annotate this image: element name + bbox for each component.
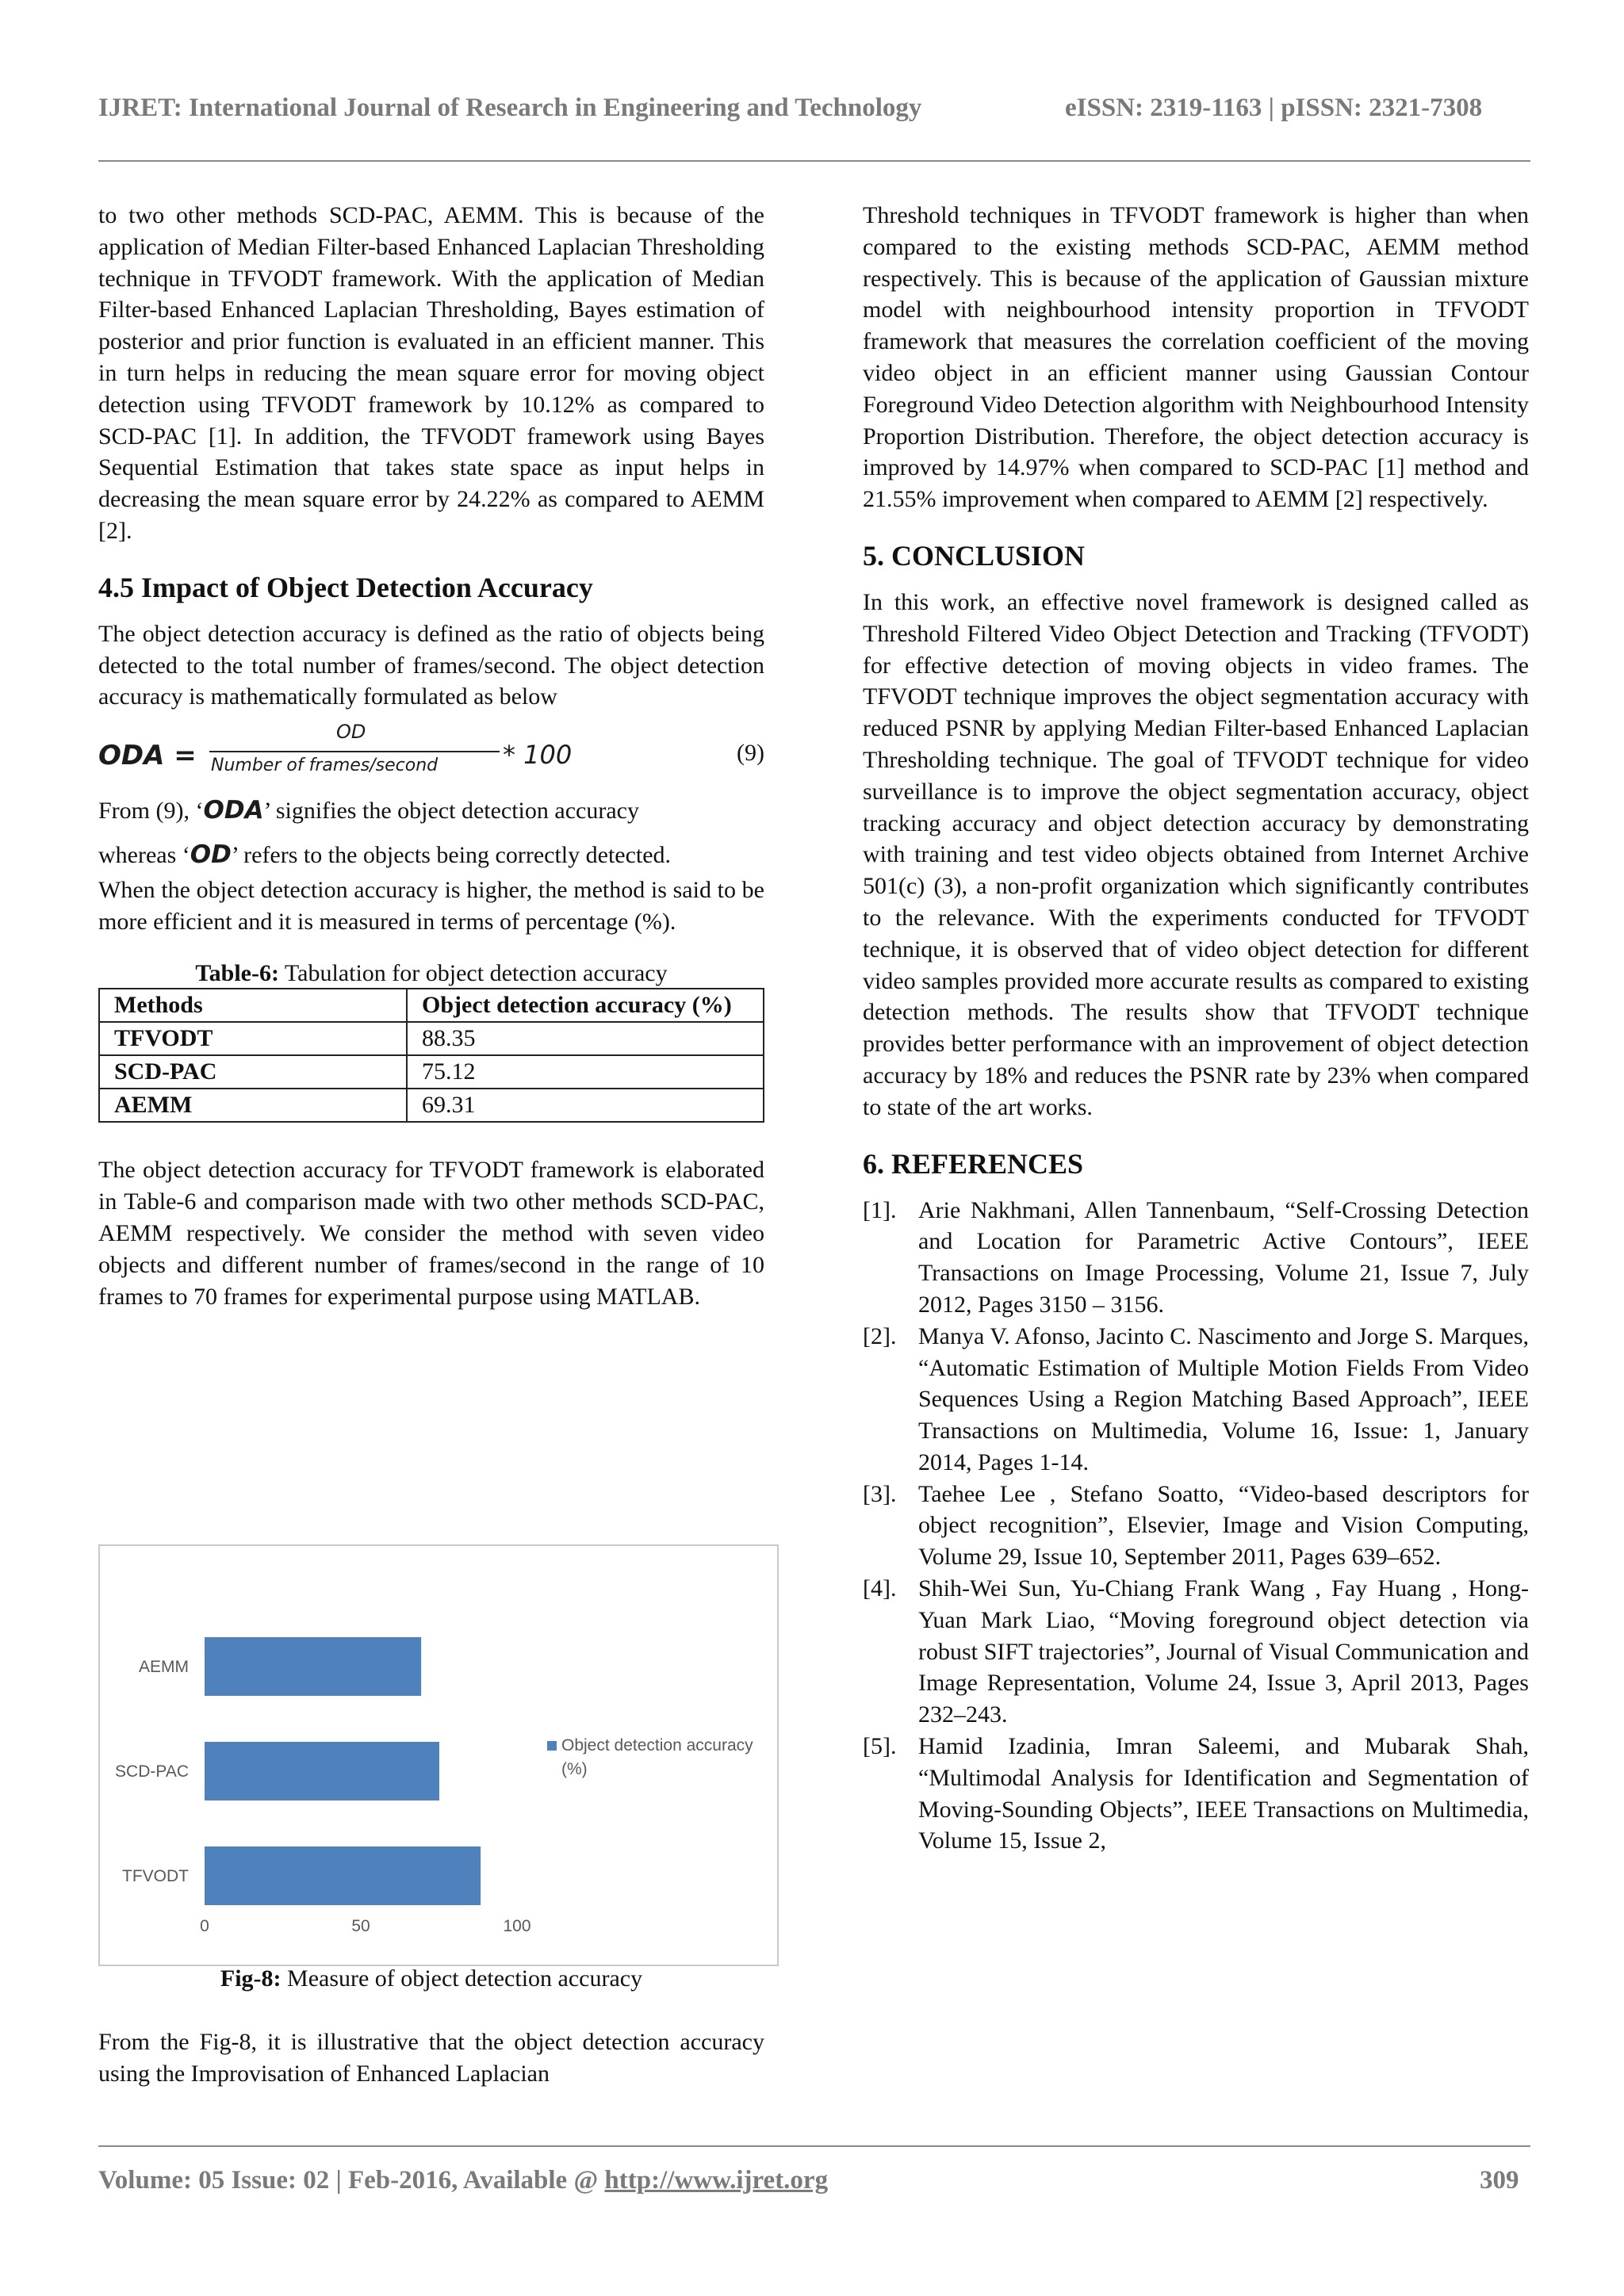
- table-cell-value: 75.12: [407, 1055, 764, 1089]
- table-row: [99, 1089, 764, 1122]
- table-cell-value: 69.31: [407, 1089, 764, 1122]
- reference-number: [4].: [863, 1575, 897, 1602]
- reference-text: Arie Nakhmani, Allen Tannenbaum, “Self-Crossing Detection and Location for Parametric Active Contours”, IEEE Transactions on Image Processing, Volume 21, Issue 7, July 2012, Pages 3150 – 3156.: [918, 1196, 1529, 1318]
- reference-item: [863, 1573, 1529, 1731]
- x-tick-label: 100: [503, 1917, 531, 1935]
- conclusion-paragraph: In this work, an effective novel framework is designed called as Threshold Filtered Video Object Detection and Tracking (TFVODT) for effective detection of moving objects in video frames. The TFVODT technique improves the object segmentation accuracy with reduced PSNR by applying Median Filter-based Enhanced Laplacian Thresholding technique. The goal of TFVODT technique for video surveillance is to improve the object segmentation accuracy, object tracking accuracy and object detection accuracy by demonstrating with training and test video objects obtained from Internet Archive 501(c) (3), a non-profit organization which significantly contributes to the relevance. With the experiments conducted for TFVODT technique, it is observed that of video object detection for different video samples provided more accurate results as compared to existing detection methods. The results show that TFVODT technique provides better performance with an improvement of object detection accuracy by 18% and reduces the PSNR rate by 23% when compared to state of the art works.: [863, 588, 1529, 1120]
- right-column: [863, 200, 1529, 1857]
- table-caption: [98, 959, 764, 988]
- reference-list: [863, 1195, 1529, 1858]
- equation-numerator: OD: [336, 721, 366, 744]
- text-fragment: From (9), ‘: [98, 798, 204, 825]
- section-heading-conclusion: 5. CONCLUSION: [863, 539, 1086, 572]
- journal-header: IJRET: International Journal of Research in Engineering and Technology: [98, 94, 922, 122]
- equation-lhs: ODA =: [98, 740, 197, 772]
- left-paragraph-3-line2: [98, 840, 764, 871]
- equation-number: (9): [737, 740, 764, 767]
- table-cell-method: AEMM: [99, 1089, 407, 1122]
- left-column-bottom: [98, 2026, 764, 2090]
- journal-link[interactable]: http://www.ijret.org: [604, 2166, 829, 2195]
- bar-tfvodt: [205, 1846, 481, 1905]
- bar-scd-pac: [205, 1742, 439, 1800]
- left-paragraph-5: From the Fig-8, it is illustrative that the object detection accuracy using the Improvisation of Enhanced Laplacian: [98, 2029, 764, 2087]
- issn-header: eISSN: 2319-1163 | pISSN: 2321-7308: [1065, 94, 1483, 122]
- figure-caption-label: Fig-8:: [220, 1965, 282, 1992]
- reference-number: [2].: [863, 1322, 897, 1349]
- equation-denominator: Number of frames/second: [211, 756, 439, 776]
- fraction-bar: [209, 751, 500, 752]
- left-paragraph-2: The object detection accuracy is defined as the ratio of objects being detected to the total number of frames/second. The object detection accuracy is mathematically formulated as below: [98, 620, 764, 710]
- footer-volume-text: Volume: 05 Issue: 02 | Feb-2016, Available @: [98, 2166, 605, 2195]
- bar-chart: [100, 1546, 777, 1965]
- x-tick-label: 0: [200, 1917, 209, 1935]
- reference-item: [863, 1731, 1529, 1857]
- left-paragraph-3-rest: When the object detection accuracy is higher, the method is said to be more efficient and it is measured in terms of percentage (%).: [98, 876, 764, 935]
- reference-text: Shih-Wei Sun, Yu-Chiang Frank Wang , Fay Huang , Hong-Yuan Mark Liao, “Moving foreground object detection via robust SIFT trajectories”, Journal of Visual Communication and Image Representation, Volume 24, Issue 3, April 2013, Pages 232–243.: [918, 1575, 1529, 1728]
- left-paragraph-3-line1: [98, 795, 764, 827]
- section-heading-references: 6. REFERENCES: [863, 1147, 1084, 1180]
- table-row: [99, 1055, 764, 1089]
- table-row: [99, 1022, 764, 1055]
- left-paragraph-4: The object detection accuracy for TFVODT framework is elaborated in Table-6 and comparison made with two other methods SCD-PAC, AEMM respectively. We consider the method with seven video objects and different number of frames/second in the range of 10 frames to 70 frames for experimental purpose using MATLAB.: [98, 1157, 764, 1310]
- table-cell-value: 88.35: [407, 1022, 764, 1055]
- left-paragraph-1: to two other methods SCD-PAC, AEMM. This is because of the application of Median Filter-based Enhanced Laplacian Thresholding technique in TFVODT framework. With the application of Median Filter-based Enhanced Laplacian Thresholding, Bayes estimation of posterior and prior function is evaluated in an efficient manner. This in turn helps in reducing the mean square error for moving object detection using TFVODT framework by 10.12% as compared to SCD-PAC [1]. In addition, the TFVODT framework using Bayes Sequential Estimation that takes state space as input helps in decreasing the mean square error by 24.22% as compared to AEMM [2].: [98, 202, 764, 544]
- footer-rule: [98, 2145, 1530, 2147]
- reference-text: Manya V. Afonso, Jacinto C. Nascimento and Jorge S. Marques, “Automatic Estimation of Multiple Motion Fields From Video Sequences Using a Region Matching Based Approach”, IEEE Transactions on Multimedia, Volume 16, Issue: 1, January 2014, Pages 1-14.: [918, 1322, 1529, 1475]
- legend-swatch: [547, 1741, 557, 1751]
- reference-number: [1].: [863, 1196, 897, 1223]
- table-cell-method: TFVODT: [99, 1022, 407, 1055]
- table-header-accuracy: Object detection accuracy (%): [407, 989, 764, 1022]
- reference-number: [3].: [863, 1480, 897, 1507]
- category-label: TFVODT: [122, 1867, 189, 1885]
- equation-9: [98, 722, 764, 795]
- bar-aemm: [205, 1637, 421, 1696]
- equation-rhs: * 100: [503, 740, 573, 771]
- reference-item: [863, 1321, 1529, 1479]
- table-header-methods: Methods: [99, 989, 407, 1022]
- text-fragment: whereas ‘: [98, 841, 190, 868]
- reference-item: [863, 1195, 1529, 1321]
- x-tick-label: 50: [351, 1917, 370, 1935]
- accuracy-table: [98, 988, 764, 1123]
- text-fragment: ’ refers to the objects being correctly detected.: [231, 841, 672, 868]
- category-label: AEMM: [139, 1658, 189, 1676]
- symbol-oda: ODA: [203, 796, 264, 825]
- figure-8-chart: [98, 1544, 779, 1966]
- figure-caption-text: Measure of object detection accuracy: [281, 1965, 643, 1992]
- legend-label: Object detection accuracy: [561, 1736, 753, 1755]
- reference-item: [863, 1479, 1529, 1573]
- table-header-row: [99, 989, 764, 1022]
- section-heading-4-5: 4.5 Impact of Object Detection Accuracy: [98, 571, 593, 603]
- symbol-od: OD: [190, 840, 232, 869]
- reference-text: Taehee Lee , Stefano Soatto, “Video-based descriptors for object recognition”, Elsevier, Image and Vision Computing, Volume 29, Issue 10, September 2011, Pages 639–652.: [918, 1480, 1529, 1571]
- table-caption-label: Table-6:: [195, 960, 279, 987]
- text-fragment: ’ signifies the object detection accuracy: [263, 798, 639, 825]
- table-caption-text: Tabulation for object detection accuracy: [278, 960, 668, 987]
- left-column: [98, 200, 764, 1312]
- page-number: 309: [1480, 2166, 1519, 2195]
- legend-label: (%): [561, 1760, 588, 1778]
- category-label: SCD-PAC: [115, 1762, 189, 1781]
- right-paragraph-1: Threshold techniques in TFVODT framework is higher than when compared to the existing methods SCD-PAC, AEMM method respectively. This is because of the application of Gaussian mixture model with neighbourhood intensity proportion in TFVODT framework that measures the correlation coefficient of the moving video object in an efficient manner using Gaussian Contour Foreground Video Detection algorithm with Neighbourhood Intensity Proportion Distribution. Therefore, the object detection accuracy is improved by 14.97% when compared to SCD-PAC [1] method and 21.55% improvement when compared to AEMM [2] respectively.: [863, 202, 1529, 513]
- figure-caption: [98, 1963, 764, 1995]
- reference-text: Hamid Izadinia, Imran Saleemi, and Mubarak Shah, “Multimodal Analysis for Identification and Segmentation of Moving-Sounding Objects”, IEEE Transactions on Multimedia, Volume 15, Issue 2,: [918, 1733, 1529, 1854]
- header-rule: [98, 160, 1530, 162]
- footer-volume: [98, 2166, 828, 2195]
- table-cell-method: SCD-PAC: [99, 1055, 407, 1089]
- reference-number: [5].: [863, 1733, 897, 1760]
